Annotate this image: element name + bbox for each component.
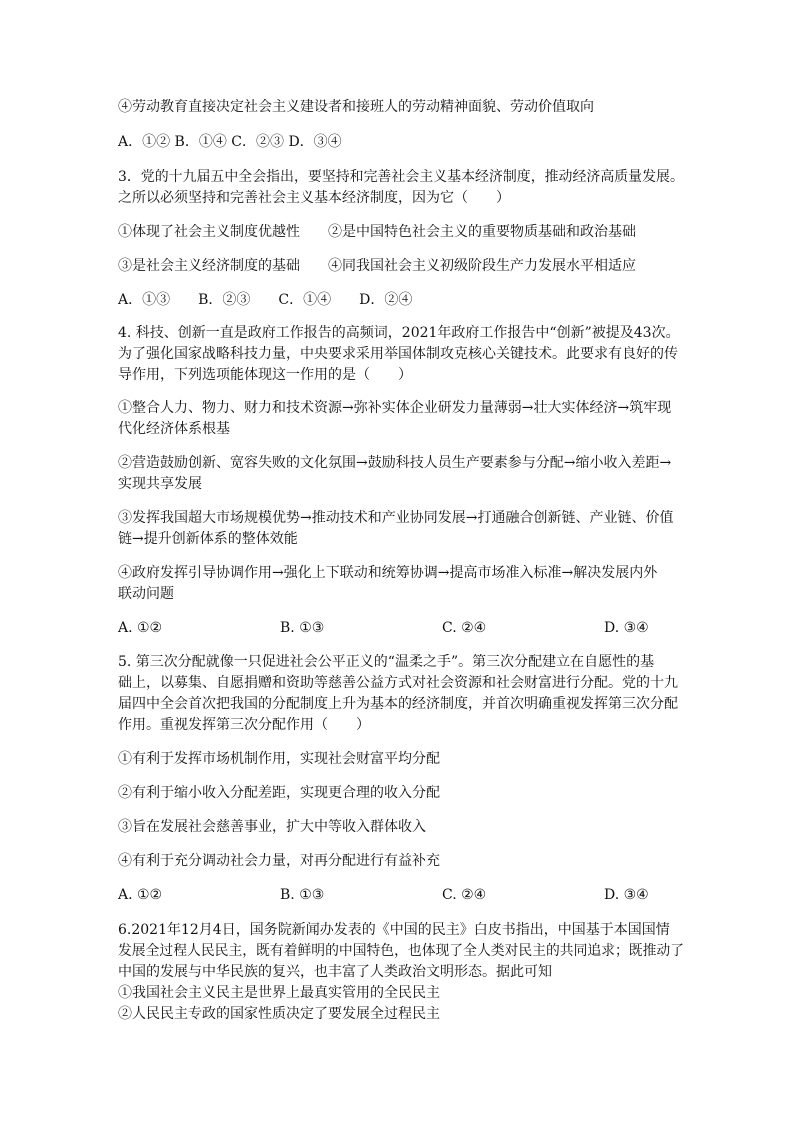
q3-statements-1-2: ①体现了社会主义制度优越性 ②是中国特色社会主义的重要物质基础和政治基础 — [118, 224, 636, 240]
q4-stem-line-3: 导作用，下列选项能体现这一作用的是（ ） — [118, 367, 412, 383]
q3-stem-line-2: 之所以必须坚持和完善社会主义基本经济制度，因为它（ ） — [118, 190, 510, 206]
q5-statement-4: ④有利于充分调动社会力量，对再分配进行有益补充 — [118, 853, 440, 869]
q3-options: A．①③ B．②③ C．①④ D．②④ — [118, 292, 413, 308]
q4-statement-1a: ①整合人力、物力、财力和技术资源→弥补实体企业研发力量薄弱→壮大实体经济→筑牢现 — [118, 400, 672, 416]
q2-options: A．①② B．①④ C．②③ D．③④ — [118, 134, 342, 150]
q5-stem-line-3: 届四中全会首次把我国的分配制度上升为基本的经济制度，并首次明确重视发挥第三次分配 — [118, 696, 678, 712]
q6-stem-line-1: 6.2021年12月4日，国务院新闻办发表的《中国的民主》白皮书指出，中国基于本国国情 — [118, 922, 670, 938]
q3-stem-line-1: 3．党的十九届五中全会指出，要坚持和完善社会主义基本经济制度，推动经济高质量发展。 — [118, 169, 684, 185]
q5-statement-2: ②有利于缩小收入分配差距，实现更合理的收入分配 — [118, 785, 440, 801]
q4-statement-1b: 代化经济体系根基 — [118, 421, 230, 437]
q6-statement-2: ②人民民主专政的国家性质决定了要发展全过程民主 — [118, 1006, 440, 1022]
q2-statement-4: ④劳动教育直接决定社会主义建设者和接班人的劳动精神面貌、劳动价值取向 — [118, 99, 594, 115]
q6-statement-1: ①我国社会主义民主是世界上最真实管用的全民民主 — [118, 985, 440, 1001]
q4-option-b: B. ①③ — [280, 620, 325, 636]
q5-statement-1: ①有利于发挥市场机制作用，实现社会财富平均分配 — [118, 751, 440, 767]
q4-option-a: A. ①② — [118, 620, 163, 636]
q4-stem-line-2: 为了强化国家战略科技力量，中央要求采用举国体制攻克核心关键技术。此要求有良好的传 — [118, 346, 678, 362]
q6-stem-line-2: 发展全过程人民民主，既有着鲜明的中国特色，也体现了全人类对民主的共同追求；既推动了 — [118, 943, 685, 959]
q4-statement-4b: 联动问题 — [118, 586, 174, 602]
q5-stem-line-4: 作用。重视发挥第三次分配作用（ ） — [118, 717, 370, 733]
q4-statement-4a: ④政府发挥引导协调作用→强化上下联动和统筹协调→提高市场准入标准→解决发展内外 — [118, 565, 658, 581]
q6-stem-line-3: 中国的发展与中华民族的复兴，也丰富了人类政治文明形态。据此可知 — [118, 964, 552, 980]
q4-option-d: D. ③④ — [604, 620, 649, 636]
q5-stem-line-2: 础上，以募集、自愿捐赠和资助等慈善公益方式对社会资源和社会财富进行分配。党的十九 — [118, 675, 678, 691]
q5-option-c: C. ②④ — [442, 887, 487, 903]
q5-option-a: A. ①② — [118, 887, 163, 903]
q4-statement-3b: 链→提升创新体系的整体效能 — [118, 531, 298, 547]
q4-option-c: C. ②④ — [442, 620, 487, 636]
q5-option-b: B. ①③ — [280, 887, 325, 903]
q5-option-d: D. ③④ — [604, 887, 649, 903]
q4-stem-line-1: 4. 科技、创新一直是政府工作报告的高频词，2021年政府工作报告中“创新”被提及43次。 — [118, 325, 680, 341]
q4-statement-2a: ②营造鼓励创新、宽容失败的文化氛围→鼓励科技人员生产要素参与分配→缩小收入差距→ — [118, 455, 672, 471]
q4-statement-2b: 实现共享发展 — [118, 476, 202, 492]
q3-statements-3-4: ③是社会主义经济制度的基础 ④同我国社会主义初级阶段生产力发展水平相适应 — [118, 258, 636, 274]
q5-stem-line-1: 5. 第三次分配就像一只促进社会公平正义的“温柔之手”。第三次分配建立在自愿性的基 — [118, 654, 655, 670]
q5-statement-3: ③旨在发展社会慈善事业，扩大中等收入群体收入 — [118, 819, 426, 835]
q4-statement-3a: ③发挥我国超大市场规模优势→推动技术和产业协同发展→打通融合创新链、产业链、价值 — [118, 510, 674, 526]
